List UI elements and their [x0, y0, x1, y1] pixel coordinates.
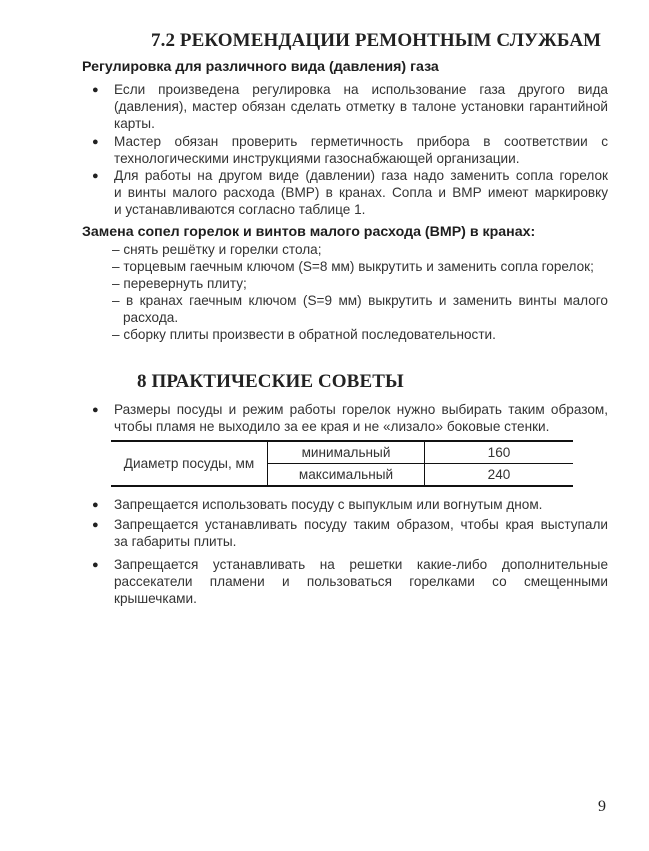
table-cell-max-label: максимальный	[268, 464, 425, 487]
subsection-heading-nozzle-replacement: Замена сопел горелок и винтов малого расхода (ВМР) в кранах:	[82, 224, 536, 240]
line: Запрещается устанавливать на решетки какие-либо дополнительные	[114, 557, 608, 572]
bullet-icon: ●	[92, 404, 99, 416]
line: Размеры посуды и режим работы горелок нужно выбирать таким образом,	[114, 402, 608, 417]
line: карты.	[114, 116, 155, 131]
list-item	[114, 496, 608, 513]
line: за габариты плиты.	[114, 534, 237, 549]
line: Если произведена регулировка на использование газа другого вида	[114, 82, 608, 97]
bullet-icon: ●	[92, 84, 99, 96]
line: (давления), мастер обязан сделать отметку в талоне установки гарантийной	[114, 99, 608, 114]
table-cell-max-value: 240	[487, 467, 511, 482]
table-label-cell: Диаметр посуды, мм	[111, 441, 268, 486]
subsection-heading-gas-regulation: Регулировка для различного вида (давления) газа	[82, 59, 439, 75]
table-cell-min-label: минимальный	[268, 441, 425, 464]
step-item: – снять решётку и горелки стола;	[112, 242, 322, 257]
step-item-continuation: расхода.	[123, 310, 179, 325]
bullet-icon: ●	[92, 519, 99, 531]
step-item: – сборку плиты произвести в обратной последовательности.	[112, 327, 496, 342]
list-item	[114, 167, 608, 218]
line: чтобы пламя не выходило за ее края и не «лизало» боковые стенки.	[114, 419, 550, 434]
table-cell-min-value: 160	[487, 445, 511, 460]
line: Запрещается устанавливать посуду таким образом, чтобы края выступали	[114, 517, 608, 532]
line: Запрещается использовать посуду с выпуклым или вогнутым дном.	[114, 497, 543, 512]
bullet-icon: ●	[92, 559, 99, 571]
line: Для работы на другом виде (давлении) газа надо заменить сопла горелок	[114, 168, 608, 183]
line: Мастер обязан проверить герметичность прибора в соответствии с	[114, 134, 608, 149]
line: технологическими инструкциями газоснабжающей организации.	[114, 151, 520, 166]
list-item	[114, 401, 608, 435]
section-title-7-2: 7.2 РЕКОМЕНДАЦИИ РЕМОНТНЫМ СЛУЖБАМ	[151, 30, 602, 51]
line: и винты малого расхода (ВМР) в кранах. Сопла и ВМР имеют маркировку	[114, 185, 608, 200]
bullet-icon: ●	[92, 136, 99, 148]
list-item	[114, 516, 608, 550]
bullet-icon: ●	[92, 499, 99, 511]
list-item	[114, 133, 608, 167]
list-item	[114, 556, 608, 607]
bullet-icon: ●	[92, 170, 99, 182]
page-number: 9	[598, 798, 606, 815]
step-item: – перевернуть плиту;	[112, 276, 247, 291]
line: рассекатели пламени и пользоваться горелками со смещенными	[114, 574, 608, 589]
step-item: – в кранах гаечным ключом (S=9 мм) выкрутить и заменить винты малого	[112, 293, 608, 308]
section-title-8: 8 ПРАКТИЧЕСКИЕ СОВЕТЫ	[137, 371, 404, 392]
list-item	[114, 81, 608, 132]
line: крышечками.	[114, 591, 197, 606]
cookware-diameter-table	[111, 440, 573, 487]
step-item: – торцевым гаечным ключом (S=8 мм) выкрутить и заменить сопла горелок;	[112, 259, 594, 274]
line: и устанавливаются согласно таблице 1.	[114, 202, 366, 217]
